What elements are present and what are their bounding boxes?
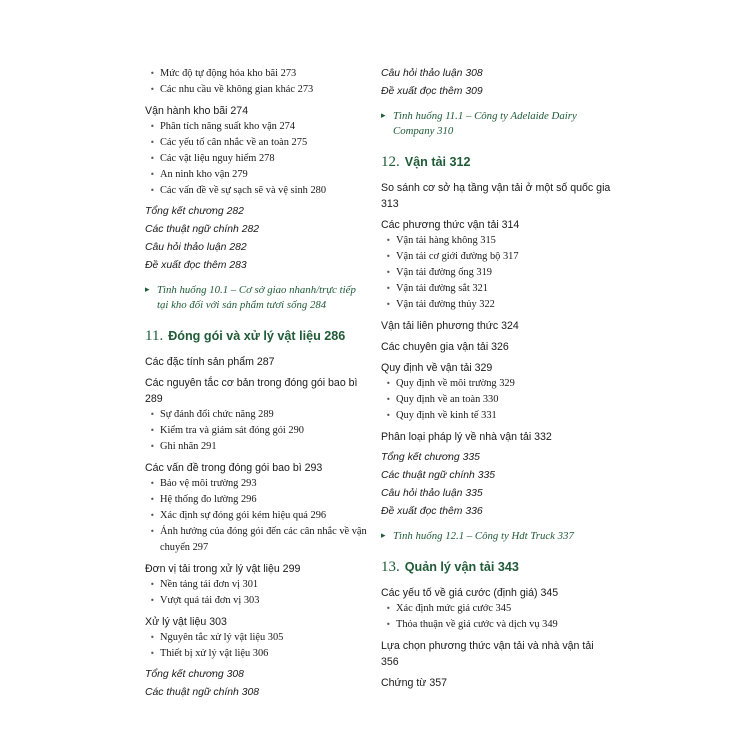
toc-entry: Vận hành kho bãi 274: [145, 105, 249, 117]
toc-subentry: • Bảo vệ môi trường 293: [145, 476, 367, 492]
toc-key-terms: Các thuật ngữ chính 282: [145, 224, 260, 235]
toc-further-reading: Đề xuất đọc thêm 336: [381, 506, 483, 517]
toc-subentry: • Xác định sự đóng gói kém hiệu quả 296: [145, 508, 367, 524]
toc-case-study: ▸ Tình huống 10.1 – Cơ sở giao nhanh/trực tiếp tại kho đối với sản phẩm tươi sống 284: [145, 283, 367, 313]
toc-left-column: [145, 66, 367, 701]
toc-discussion-questions: Câu hỏi thảo luận 308: [381, 68, 483, 79]
chapter-title: Đóng gói và xử lý vật liệu 286: [168, 329, 346, 343]
chapter-number: 11.: [145, 328, 164, 344]
toc-subentry: • Nền tảng tải đơn vị 301: [145, 577, 367, 593]
toc-chapter-summary: Tổng kết chương 308: [145, 669, 244, 680]
toc-chapter-summary: Tổng kết chương 282: [145, 206, 244, 217]
toc-key-terms: Các thuật ngữ chính 308: [145, 687, 260, 698]
toc-subentry: • Phân tích năng suất kho vận 274: [145, 119, 367, 135]
toc-entry: Các vấn đề trong đóng gói bao bì 293: [145, 462, 323, 474]
toc-subentry: • Quy định về kinh tế 331: [381, 408, 611, 424]
toc-subentry: • Ghi nhãn 291: [145, 439, 367, 455]
toc-subentry: • Vận tải đường sắt 321: [381, 281, 611, 297]
toc-subentry: • Thiết bị xử lý vật liệu 306: [145, 646, 367, 662]
toc-subentry: • Các vật liệu nguy hiểm 278: [145, 151, 367, 167]
toc-subentry: • Mức độ tự động hóa kho bãi 273: [145, 66, 367, 82]
toc-discussion-questions: Câu hỏi thảo luận 335: [381, 488, 483, 499]
toc-key-terms: Các thuật ngữ chính 335: [381, 470, 496, 481]
toc-entry: Quy định về vận tải 329: [381, 362, 493, 374]
toc-entry: Đơn vị tải trong xử lý vật liệu 299: [145, 563, 301, 575]
toc-right-column: [381, 66, 611, 691]
toc-entry: Các phương thức vận tải 314: [381, 219, 520, 231]
toc-entry: Lựa chọn phương thức vận tải và nhà vận tải 356: [381, 640, 594, 668]
toc-subentry: • Quy định về an toàn 330: [381, 392, 611, 408]
toc-entry: Các yếu tố về giá cước (định giá) 345: [381, 587, 559, 599]
toc-subentry: • Vận tải cơ giới đường bộ 317: [381, 249, 611, 265]
chapter-11-heading: [145, 327, 367, 345]
toc-subentry: • Ảnh hưởng của đóng gói đến các cân nhắc về vận chuyển 297: [145, 524, 367, 556]
toc-case-study: ▸ Tình huống 11.1 – Công ty Adelaide Dairy Company 310: [381, 109, 611, 139]
chapter-title: Vận tải 312: [404, 155, 471, 169]
toc-subentry: • Các nhu cầu về không gian khác 273: [145, 82, 367, 98]
toc-entry: Chứng từ 357: [381, 677, 448, 689]
toc-subentry: • Nguyên tắc xử lý vật liệu 305: [145, 630, 367, 646]
toc-subentry: • Các vấn đề về sự sạch sẽ và vệ sinh 280: [145, 183, 367, 199]
chapter-13-heading: [381, 558, 611, 576]
toc-subentry: • Hệ thống đo lường 296: [145, 492, 367, 508]
toc-case-study: ▸ Tình huống 12.1 – Công ty Hdt Truck 337: [381, 529, 611, 544]
toc-subentry: • Vượt quá tải đơn vị 303: [145, 593, 367, 609]
toc-entry: Các chuyên gia vận tải 326: [381, 341, 509, 353]
toc-subentry: • Kiểm tra và giám sát đóng gói 290: [145, 423, 367, 439]
toc-discussion-questions: Câu hỏi thảo luận 282: [145, 242, 247, 253]
toc-entry: So sánh cơ sở hạ tầng vận tải ở một số quốc gia 313: [381, 182, 611, 210]
toc-subentry: • Sự đánh đổi chức năng 289: [145, 407, 367, 423]
toc-entry: Phân loại pháp lý về nhà vận tải 332: [381, 431, 552, 443]
toc-subentry: • Vận tải hàng không 315: [381, 233, 611, 249]
toc-chapter-summary: Tổng kết chương 335: [381, 452, 480, 463]
toc-subentry: • Vận tải đường ống 319: [381, 265, 611, 281]
toc-further-reading: Đề xuất đọc thêm 309: [381, 86, 483, 97]
toc-entry: Xử lý vật liệu 303: [145, 616, 227, 628]
toc-subentry: • Xác định mức giá cước 345: [381, 601, 611, 617]
chapter-12-heading: [381, 153, 611, 171]
chapter-title: Quản lý vận tải 343: [404, 560, 519, 574]
toc-entry: Các đặc tính sản phẩm 287: [145, 356, 275, 368]
chapter-number: 13.: [381, 559, 400, 575]
toc-entry: Vận tải liên phương thức 324: [381, 320, 519, 332]
chapter-number: 12.: [381, 154, 400, 170]
toc-subentry: • Quy định về môi trường 329: [381, 376, 611, 392]
toc-subentry: • Thỏa thuận về giá cước và dịch vụ 349: [381, 617, 611, 633]
toc-entry: Các nguyên tắc cơ bản trong đóng gói bao bì 289: [145, 377, 358, 405]
toc-subentry: • An ninh kho vận 279: [145, 167, 367, 183]
toc-subentry: • Các yếu tố cân nhắc về an toàn 275: [145, 135, 367, 151]
toc-subentry: • Vận tải đường thủy 322: [381, 297, 611, 313]
toc-further-reading: Đề xuất đọc thêm 283: [145, 260, 247, 271]
